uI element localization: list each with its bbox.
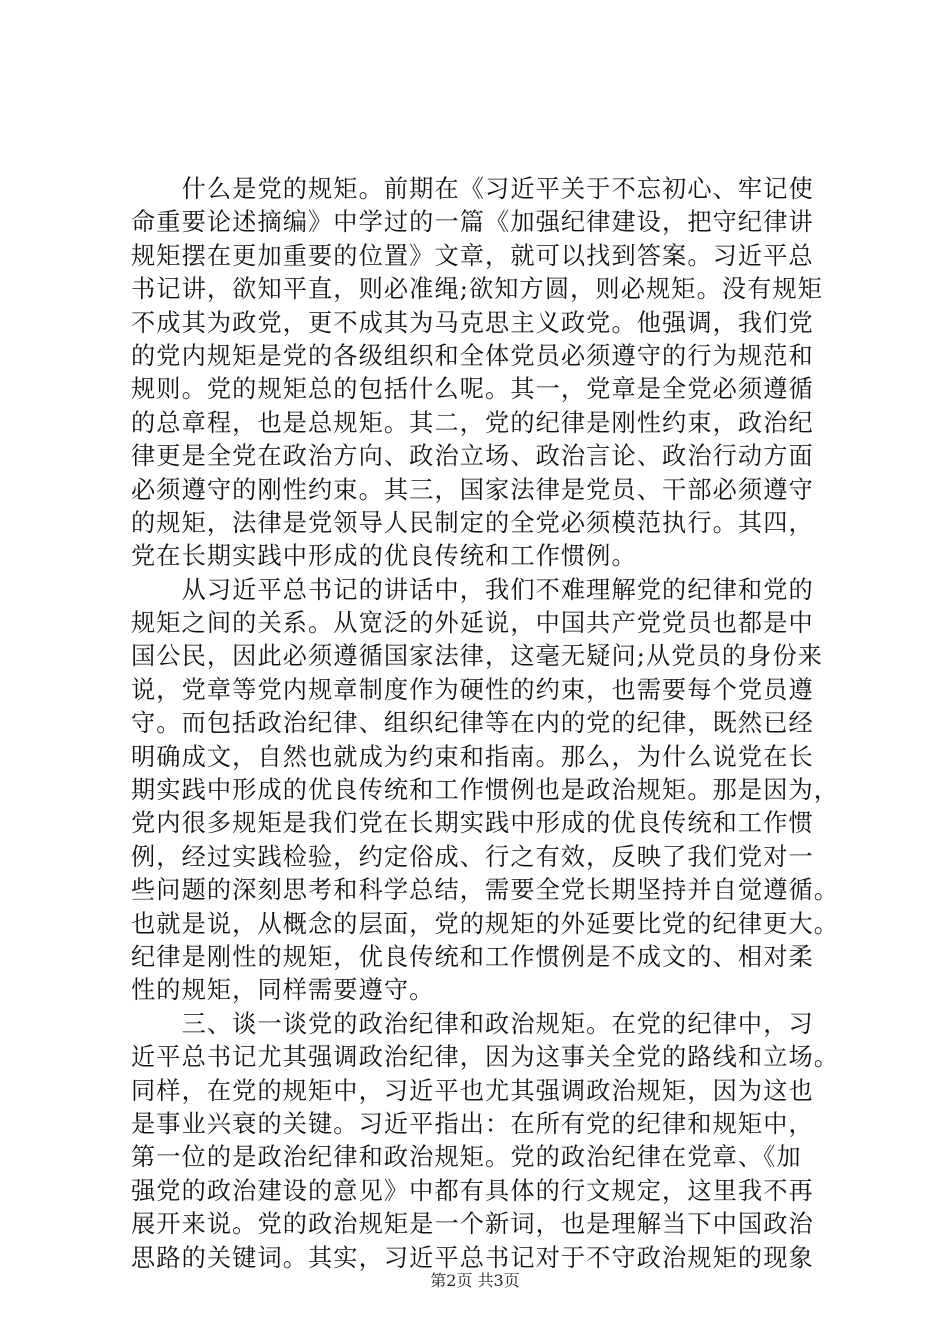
text-line: 期实践中形成的优良传统和工作惯例也是政治规矩。那是因为， [131,776,840,805]
text-line: 近平总书记尤其强调政治纪律，因为这事关全党的路线和立场。 [131,1043,840,1072]
text-line: 思路的关键词。其实，习近平总书记对于不守政治规矩的现象 [131,1243,814,1272]
text-line: 守。而包括政治纪律、组织纪律等在内的党的纪律，既然已经 [131,709,814,738]
text-line: 必须遵守的刚性约束。其三，国家法律是党员、干部必须遵守 [131,475,814,504]
text-line: 是事业兴衰的关键。习近平指出：在所有党的纪律和规矩中， [131,1109,814,1138]
document-body [131,173,840,1275]
text-line: 纪律是刚性的规矩，优良传统和工作惯例是不成文的、相对柔 [131,942,814,971]
text-line: 的总章程，也是总规矩。其二，党的纪律是刚性约束，政治纪 [131,408,814,437]
text-line: 什么是党的规矩。前期在《习近平关于不忘初心、牢记使 [131,175,814,203]
text-line: 些问题的深刻思考和科学总结，需要全党长期坚持并自觉遵循。 [131,876,840,905]
text-line: 第一位的是政治纪律和政治规矩。党的政治纪律在党章、《加 [131,1143,802,1172]
text-line: 的规矩，法律是党领导人民制定的全党必须模范执行。其四， [131,508,814,537]
text-line: 也就是说，从概念的层面，党的规矩的外延要比党的纪律更大。 [131,909,840,938]
page-footer [0,1271,950,1291]
text-line: 明确成文，自然也就成为约束和指南。那么，为什么说党在长 [131,742,814,771]
text-line: 律更是全党在政治方向、政治立场、政治言论、政治行动方面 [131,442,814,471]
text-line: 党在长期实践中形成的优良传统和工作惯例。 [131,542,637,571]
text-line: 强党的政治建设的意见》中都有具体的行文规定，这里我不再 [131,1176,814,1205]
text-line: 书记讲，欲知平直，则必准绳;欲知方圆，则必规矩。没有规矩 [131,275,824,304]
text-line: 同样，在党的规矩中，习近平也尤其强调政治规矩，因为这也 [131,1076,814,1105]
text-line: 规矩摆在更加重要的位置》文章，就可以找到答案。习近平总 [131,241,814,270]
text-line: 不成其为政党，更不成其为马克思主义政党。他强调，我们党 [131,308,814,337]
text-line: 三、谈一谈党的政治纪律和政治规矩。在党的纪律中，习 [131,1009,814,1038]
text-line: 规矩之间的关系。从宽泛的外延说，中国共产党党员也都是中 [131,609,814,638]
text-line: 展开来说。党的政治规矩是一个新词，也是理解当下中国政治 [131,1210,814,1239]
text-line: 规则。党的规矩总的包括什么呢。其一，党章是全党必须遵循 [131,375,814,404]
text-line: 性的规矩，同样需要遵守。 [131,976,435,1005]
text-line: 从习近平总书记的讲话中，我们不难理解党的纪律和党的 [131,575,814,604]
text-line: 例，经过实践检验，约定俗成、行之有效，反映了我们党对一 [131,842,814,871]
text-line: 的党内规矩是党的各级组织和全体党员必须遵守的行为规范和 [131,341,814,370]
text-line: 命重要论述摘编》中学过的一篇《加强纪律建设，把守纪律讲 [131,208,814,237]
text-line: 国公民，因此必须遵循国家法律，这毫无疑问;从党员的身份来 [131,642,824,671]
page-number: 第2页 共3页 [430,1271,520,1290]
text-line: 党内很多规矩是我们党在长期实践中形成的优良传统和工作惯 [131,809,814,838]
text-line: 说，党章等党内规章制度作为硬性的约束，也需要每个党员遵 [131,675,814,704]
